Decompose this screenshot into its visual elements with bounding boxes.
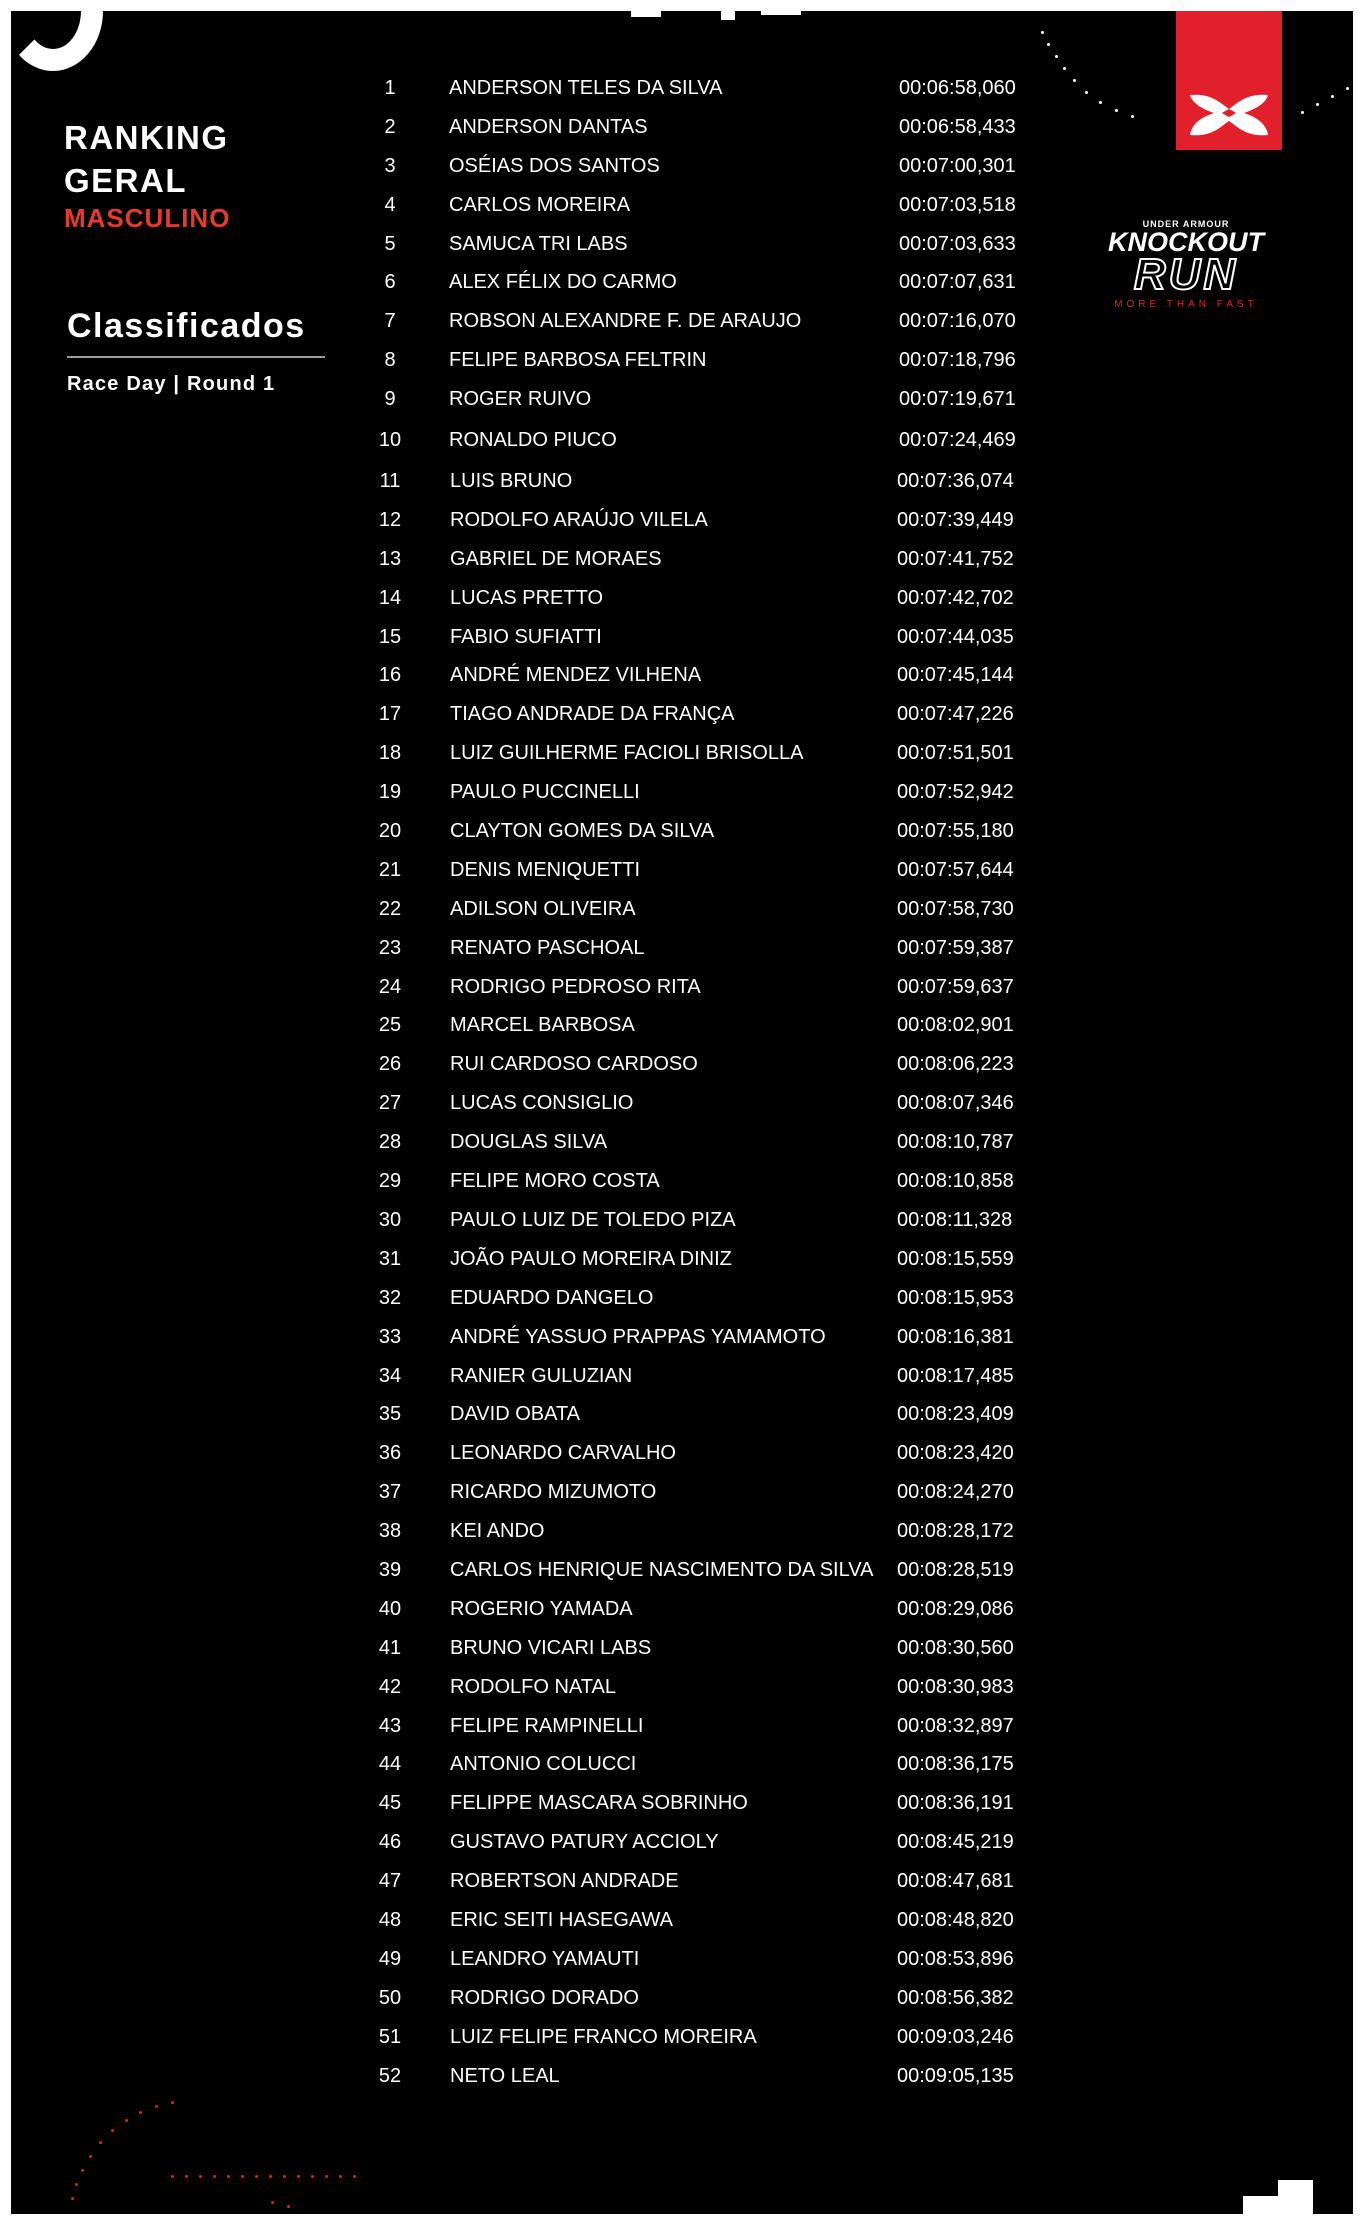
- runner-name: OSÉIAS DOS SANTOS: [449, 154, 660, 177]
- runner-name: BRUNO VICARI LABS: [450, 1636, 652, 1659]
- ranking-row: [371, 225, 1031, 264]
- event-name-line2: RUN: [1133, 250, 1239, 299]
- rank-position: 15: [378, 625, 402, 648]
- rank-position: 27: [378, 1092, 402, 1115]
- rank-position: 50: [378, 1986, 402, 2009]
- runner-name: CLAYTON GOMES DA SILVA: [450, 820, 715, 843]
- section-subtitle: Race Day | Round 1: [67, 373, 276, 395]
- finish-time: 00:08:24,270: [897, 1481, 1014, 1504]
- finish-time: 00:07:00,301: [899, 154, 1016, 177]
- runner-name: KEI ANDO: [450, 1520, 545, 1543]
- finish-time: 00:07:03,633: [899, 232, 1016, 255]
- finish-time: 00:08:53,896: [897, 1947, 1014, 1970]
- brand-parent-label: UNDER ARMOUR: [1142, 219, 1230, 229]
- finish-time: 00:08:10,858: [897, 1170, 1014, 1193]
- finish-time: 00:08:16,381: [897, 1325, 1014, 1348]
- runner-name: GABRIEL DE MORAES: [450, 547, 662, 570]
- rank-position: 39: [378, 1558, 402, 1581]
- runner-name: PAULO LUIZ DE TOLEDO PIZA: [450, 1208, 736, 1231]
- runner-name: NETO LEAL: [450, 2064, 560, 2087]
- ranking-row: [371, 1551, 1031, 1590]
- rank-position: 34: [378, 1364, 402, 1387]
- finish-time: 00:08:28,172: [897, 1520, 1014, 1543]
- finish-time: 00:07:44,035: [897, 625, 1014, 648]
- finish-time: 00:08:23,409: [897, 1403, 1014, 1426]
- rank-position: 44: [378, 1753, 402, 1776]
- finish-time: 00:08:56,382: [897, 1986, 1014, 2009]
- ranking-row: [371, 1123, 1031, 1162]
- runner-name: ROBSON ALEXANDRE F. DE ARAUJO: [449, 310, 802, 333]
- runner-name: ANDERSON DANTAS: [449, 115, 648, 138]
- finish-time: 00:08:29,086: [897, 1597, 1014, 1620]
- title-geral: GERAL: [64, 162, 187, 199]
- finish-time: 00:08:07,346: [897, 1092, 1014, 1115]
- ranking-row: [371, 501, 1031, 540]
- ranking-row: [371, 302, 1031, 341]
- event-name-line1: KNOCKOUT: [1108, 227, 1264, 257]
- ranking-row: [371, 1162, 1031, 1201]
- rank-position: 10: [378, 429, 402, 452]
- ranking-row: [371, 1590, 1031, 1629]
- ranking-row: [371, 695, 1031, 734]
- rank-position: 31: [378, 1247, 402, 1270]
- ranking-row: [371, 851, 1031, 890]
- runner-name: ADILSON OLIVEIRA: [450, 897, 636, 920]
- finish-time: 00:08:48,820: [897, 1908, 1014, 1931]
- runner-name: TIAGO ANDRADE DA FRANÇA: [450, 703, 735, 726]
- finish-time: 00:08:28,519: [897, 1558, 1014, 1581]
- rank-position: 23: [378, 936, 402, 959]
- ranking-row: [371, 540, 1031, 579]
- runner-name: RONALDO PIUCO: [449, 429, 617, 452]
- event-wordmark: [1091, 219, 1281, 310]
- runner-name: FABIO SUFIATTI: [450, 625, 602, 648]
- ranking-sheet: [11, 11, 1353, 2214]
- finish-time: 00:09:03,246: [897, 2025, 1014, 2048]
- runner-name: FELIPE BARBOSA FELTRIN: [449, 349, 707, 372]
- dotted-arc-bottom: [51, 2101, 371, 2214]
- ranking-row: [371, 2057, 1031, 2096]
- runner-name: DOUGLAS SILVA: [450, 1131, 608, 1154]
- finish-time: 00:08:02,901: [897, 1014, 1014, 1037]
- rank-position: 17: [378, 703, 402, 726]
- finish-time: 00:07:55,180: [897, 820, 1014, 843]
- rank-position: 26: [378, 1053, 402, 1076]
- runner-name: LUIZ GUILHERME FACIOLI BRISOLLA: [450, 742, 804, 765]
- finish-time: 00:08:47,681: [897, 1870, 1014, 1893]
- runner-name: ERIC SEITI HASEGAWA: [450, 1908, 673, 1931]
- finish-time: 00:07:45,144: [897, 664, 1014, 687]
- runner-name: RENATO PASCHOAL: [450, 936, 645, 959]
- rank-position: 24: [378, 975, 402, 998]
- ranking-row: [371, 968, 1031, 1007]
- runner-name: RICARDO MIZUMOTO: [450, 1481, 657, 1504]
- ranking-row: [371, 1745, 1031, 1784]
- ranking-row: [371, 1862, 1031, 1901]
- runner-name: RODRIGO DORADO: [450, 1986, 639, 2009]
- finish-time: 00:06:58,060: [899, 77, 1016, 99]
- runner-name: SAMUCA TRI LABS: [449, 232, 628, 255]
- runner-name: FELIPPE MASCARA SOBRINHO: [450, 1792, 748, 1815]
- ranking-row: [371, 380, 1031, 419]
- ranking-row: [371, 462, 1031, 501]
- rank-position: 5: [384, 232, 396, 255]
- rank-position: 21: [378, 858, 402, 881]
- rank-position: 18: [378, 742, 402, 765]
- ranking-row: [371, 1201, 1031, 1240]
- finish-time: 00:07:39,449: [897, 508, 1014, 531]
- rank-position: 13: [378, 547, 402, 570]
- runner-name: GUSTAVO PATURY ACCIOLY: [450, 1831, 719, 1854]
- ranking-row: [371, 69, 1031, 108]
- rank-position: 47: [378, 1870, 402, 1893]
- rank-position: 7: [384, 310, 396, 333]
- rank-position: 4: [384, 193, 396, 216]
- finish-time: 00:07:07,631: [899, 271, 1016, 294]
- ranking-row: [371, 929, 1031, 968]
- finish-time: 00:08:10,787: [897, 1131, 1014, 1154]
- runner-name: ANTONIO COLUCCI: [450, 1753, 637, 1776]
- rank-position: 16: [378, 664, 402, 687]
- runner-name: ANDRÉ YASSUO PRAPPAS YAMAMOTO: [450, 1325, 826, 1348]
- finish-time: 00:08:30,983: [897, 1675, 1014, 1698]
- section-divider: [67, 356, 325, 358]
- runner-name: LUIZ FELIPE FRANCO MOREIRA: [450, 2025, 757, 2048]
- finish-time: 00:07:51,501: [897, 742, 1014, 765]
- rank-position: 1: [384, 77, 396, 99]
- ranking-row: [371, 1512, 1031, 1551]
- ranking-row: [371, 812, 1031, 851]
- ranking-row: [371, 1940, 1031, 1979]
- runner-name: LEONARDO CARVALHO: [450, 1442, 676, 1465]
- rank-position: 2: [384, 115, 396, 138]
- rank-position: 30: [378, 1208, 402, 1231]
- rank-position: 11: [379, 470, 401, 493]
- rank-position: 43: [378, 1714, 402, 1737]
- rank-position: 36: [378, 1442, 402, 1465]
- rank-position: 28: [378, 1131, 402, 1154]
- runner-name: PAULO PUCCINELLI: [450, 781, 640, 804]
- rank-position: 52: [378, 2064, 402, 2087]
- finish-time: 00:07:18,796: [899, 349, 1016, 372]
- section-title: Classificados: [67, 307, 306, 345]
- ranking-row: [371, 579, 1031, 618]
- rank-position: 14: [378, 586, 402, 609]
- ranking-row: [371, 1629, 1031, 1668]
- ranking-row: [371, 1045, 1031, 1084]
- ranking-row: [371, 1434, 1031, 1473]
- runner-name: LUIS BRUNO: [450, 470, 573, 493]
- finish-time: 00:07:42,702: [897, 586, 1014, 609]
- ranking-row: [371, 1240, 1031, 1279]
- ranking-row: [371, 1784, 1031, 1823]
- finish-time: 00:08:36,175: [897, 1753, 1014, 1776]
- ranking-row: [371, 263, 1031, 302]
- runner-name: ANDRÉ MENDEZ VILHENA: [450, 664, 702, 687]
- ranking-row: [371, 2018, 1031, 2057]
- ranking-row: [371, 890, 1031, 929]
- ranking-row: [371, 1668, 1031, 1707]
- finish-time: 00:08:15,953: [897, 1286, 1014, 1309]
- finish-time: 00:07:47,226: [897, 703, 1014, 726]
- event-tagline: MORE THAN FAST: [1114, 299, 1258, 310]
- runner-name: LUCAS CONSIGLIO: [450, 1092, 634, 1115]
- ranking-row: [371, 1006, 1031, 1045]
- rank-position: 6: [384, 271, 396, 294]
- runner-name: CARLOS HENRIQUE NASCIMENTO DA SILVA: [450, 1558, 874, 1581]
- ranking-row: [371, 1395, 1031, 1434]
- rank-position: 48: [378, 1908, 402, 1931]
- ranking-row: [371, 1279, 1031, 1318]
- rank-position: 46: [378, 1831, 402, 1854]
- ranking-row: [371, 773, 1031, 812]
- runner-name: FELIPE MORO COSTA: [450, 1170, 660, 1193]
- ranking-row: [371, 1318, 1031, 1357]
- rank-position: 3: [384, 154, 396, 177]
- ranking-row: [371, 108, 1031, 147]
- finish-time: 00:08:15,559: [897, 1247, 1014, 1270]
- rank-position: 29: [378, 1170, 402, 1193]
- rank-position: 38: [378, 1520, 402, 1543]
- finish-time: 00:09:05,135: [897, 2064, 1014, 2087]
- finish-time: 00:07:59,387: [897, 936, 1014, 959]
- runner-name: RANIER GULUZIAN: [450, 1364, 633, 1387]
- runner-name: RODRIGO PEDROSO RITA: [450, 975, 701, 998]
- rank-position: 49: [378, 1947, 402, 1970]
- rank-position: 20: [378, 820, 402, 843]
- rank-position: 41: [378, 1636, 402, 1659]
- rank-position: 42: [378, 1675, 402, 1698]
- rank-position: 32: [378, 1286, 402, 1309]
- ranking-row: [371, 618, 1031, 657]
- finish-time: 00:08:11,328: [897, 1208, 1013, 1231]
- finish-time: 00:08:36,191: [897, 1792, 1014, 1815]
- runner-name: RODOLFO ARAÚJO VILELA: [450, 508, 708, 531]
- finish-time: 00:08:17,485: [897, 1364, 1014, 1387]
- runner-name: RUI CARDOSO CARDOSO: [450, 1053, 698, 1076]
- finish-time: 00:07:24,469: [899, 429, 1016, 452]
- ranking-row: [371, 186, 1031, 225]
- rank-position: 35: [378, 1403, 402, 1426]
- runner-name: ANDERSON TELES DA SILVA: [449, 77, 723, 99]
- ranking-row: [371, 1084, 1031, 1123]
- rank-position: 25: [378, 1014, 402, 1037]
- rank-position: 22: [378, 897, 402, 920]
- top-grunge-decoration: [611, 11, 911, 23]
- corner-graphic: [11, 11, 103, 71]
- ranking-row: [371, 1473, 1031, 1512]
- ranking-row: [371, 1979, 1031, 2018]
- finish-time: 00:07:52,942: [897, 781, 1014, 804]
- corner-fragment-decoration: [1243, 2180, 1313, 2214]
- ranking-row: [371, 656, 1031, 695]
- ranking-row: [371, 1357, 1031, 1396]
- runner-name: ROGERIO YAMADA: [450, 1597, 633, 1620]
- runner-name: JOÃO PAULO MOREIRA DINIZ: [450, 1247, 732, 1270]
- ranking-heading: [64, 116, 334, 234]
- ranking-row: [371, 1707, 1031, 1746]
- finish-time: 00:07:57,644: [897, 858, 1014, 881]
- ranking-row: [371, 1901, 1031, 1940]
- ranking-row: [371, 341, 1031, 380]
- runner-name: FELIPE RAMPINELLI: [450, 1714, 644, 1737]
- finish-time: 00:07:16,070: [899, 310, 1016, 333]
- ranking-row: [371, 1823, 1031, 1862]
- runner-name: LUCAS PRETTO: [450, 586, 603, 609]
- finish-time: 00:07:36,074: [897, 470, 1014, 493]
- brand-logo-box: [1176, 11, 1282, 150]
- title-ranking: RANKING: [64, 119, 229, 156]
- finish-time: 00:08:45,219: [897, 1831, 1014, 1854]
- rank-position: 12: [378, 508, 402, 531]
- finish-time: 00:07:59,637: [897, 975, 1014, 998]
- rank-position: 19: [378, 781, 402, 804]
- runner-name: EDUARDO DANGELO: [450, 1286, 654, 1309]
- runner-name: ALEX FÉLIX DO CARMO: [449, 271, 677, 294]
- finish-time: 00:06:58,433: [899, 115, 1016, 138]
- rank-position: 40: [378, 1597, 402, 1620]
- rank-position: 8: [384, 349, 396, 372]
- under-armour-logo-icon: [1186, 89, 1272, 141]
- category-label: MASCULINO: [64, 203, 231, 233]
- runner-name: DAVID OBATA: [450, 1403, 581, 1426]
- ranking-row: [371, 734, 1031, 773]
- finish-time: 00:07:41,752: [897, 547, 1014, 570]
- runner-name: ROBERTSON ANDRADE: [450, 1870, 679, 1893]
- finish-time: 00:07:58,730: [897, 897, 1014, 920]
- rank-position: 9: [384, 388, 396, 411]
- finish-time: 00:07:03,518: [899, 193, 1016, 216]
- runner-name: ROGER RUIVO: [449, 388, 592, 411]
- finish-time: 00:08:06,223: [897, 1053, 1014, 1076]
- runner-name: DENIS MENIQUETTI: [450, 858, 641, 881]
- runner-name: LEANDRO YAMAUTI: [450, 1947, 640, 1970]
- runner-name: RODOLFO NATAL: [450, 1675, 616, 1698]
- runner-name: CARLOS MOREIRA: [449, 193, 631, 216]
- runner-name: MARCEL BARBOSA: [450, 1014, 635, 1037]
- ranking-table: [371, 69, 1031, 2095]
- ranking-row: [371, 147, 1031, 186]
- rank-position: 45: [378, 1792, 402, 1815]
- finish-time: 00:08:32,897: [897, 1714, 1014, 1737]
- finish-time: 00:07:19,671: [899, 388, 1016, 411]
- ranking-row: [371, 419, 1031, 462]
- finish-time: 00:08:30,560: [897, 1636, 1014, 1659]
- rank-position: 51: [378, 2025, 402, 2048]
- finish-time: 00:08:23,420: [897, 1442, 1014, 1465]
- rank-position: 33: [378, 1325, 402, 1348]
- rank-position: 37: [378, 1481, 402, 1504]
